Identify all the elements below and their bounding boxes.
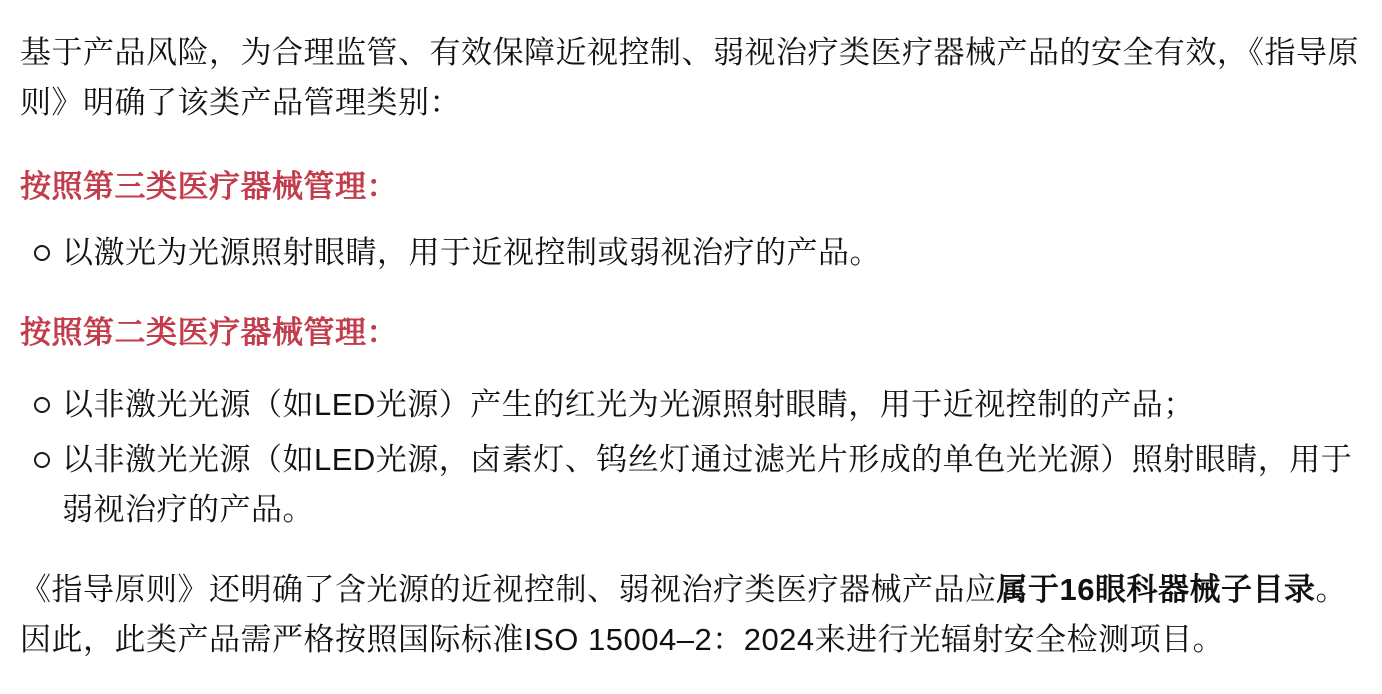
list-item-text: 以激光为光源照射眼睛，用于近视控制或弱视治疗的产品。 xyxy=(62,235,881,270)
class3-section-heading: 按照第三类医疗器械管理： xyxy=(20,169,398,204)
class2-bullet-list xyxy=(20,380,1362,535)
closing-bold-phrase: 属于16眼科器械子目录 xyxy=(996,572,1316,607)
circle-bullet-icon xyxy=(34,452,50,468)
list-item-text: 以非激光光源（如LED光源，卤素灯、钨丝灯通过滤光片形成的单色光光源）照射眼睛，用于弱视治疗的产品。 xyxy=(62,442,1353,527)
closing-paragraph xyxy=(20,565,1362,665)
closing-text-before-bold: 《指导原则》还明确了含光源的近视控制、弱视治疗类医疗器械产品应 xyxy=(20,572,997,607)
list-item xyxy=(20,228,1362,278)
list-item-text: 以非激光光源（如LED光源）产生的红光为光源照射眼睛，用于近视控制的产品； xyxy=(62,387,1195,422)
class3-bullet-list xyxy=(20,228,1362,278)
list-item xyxy=(20,380,1362,430)
list-item xyxy=(20,435,1362,535)
intro-paragraph: 基于产品风险，为合理监管、有效保障近视控制、弱视治疗类医疗器械产品的安全有效，《指导原则》明确了该类产品管理类别： xyxy=(20,35,1359,120)
closing-text-after-bold: 。因此，此类产品需严格按照国际标准ISO 15004–2：2024来进行光辐射安全检测项目。 xyxy=(20,572,1347,657)
circle-bullet-icon xyxy=(34,397,50,413)
class2-section-heading: 按照第二类医疗器械管理： xyxy=(20,315,398,350)
circle-bullet-icon xyxy=(34,245,50,261)
